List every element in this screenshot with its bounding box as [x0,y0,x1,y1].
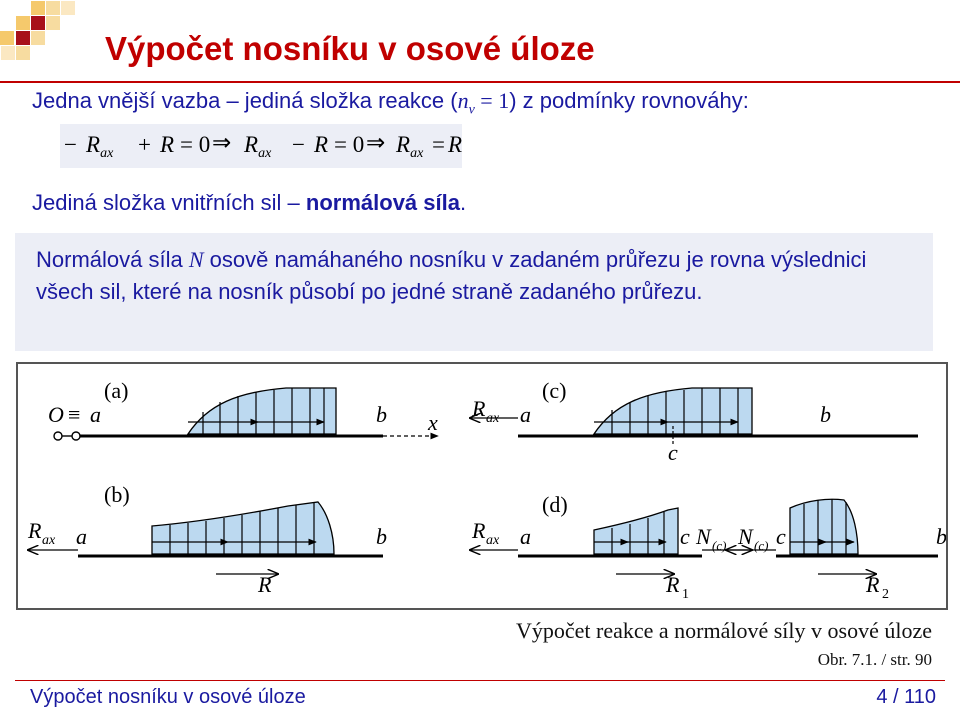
intro-text-end: ) z podmínky rovnováhy: [509,88,749,113]
panel-c [470,378,918,465]
svg-text:≡: ≡ [68,402,81,427]
panel-a [48,378,438,440]
eq-minus-2: − [292,132,305,157]
panel-c-label: (c) [542,378,567,403]
eq-r-2: R [314,132,329,157]
svg-text:R: R [28,518,42,543]
svg-text:(c): (c) [754,538,769,553]
svg-text:b: b [936,524,946,549]
svg-text:O: O [48,402,64,427]
internal-force-end: . [459,190,467,215]
eq-equals-zero-1: = 0 [180,132,211,157]
svg-text:R: R [472,518,486,543]
footer-rule [15,680,945,681]
panel-b-label: (b) [104,482,130,507]
title-rule [0,81,960,83]
svg-text:R: R [666,572,680,597]
eq-implies-1: ⇒ [212,130,232,155]
footer-title: Výpočet nosníku v osové úloze [30,686,306,708]
internal-force-bold: normálová síla [305,190,460,215]
eq-implies-2: ⇒ [366,130,386,155]
page-number: 4 / 110 [876,686,936,708]
svg-text:b: b [376,402,387,427]
panel-a-load [188,388,336,434]
internal-force-text: Jediná složka vnitřních sil – [32,190,306,215]
svg-text:a: a [520,524,531,549]
svg-text:2: 2 [882,587,889,602]
intro-text: Jedna vnější vazba – jediná složka reakce ( [32,88,458,113]
svg-text:R: R [472,396,486,421]
intro-math-sub: v [468,102,475,118]
panel-d-load-left [594,508,678,554]
panel-d-label: (d) [542,492,568,517]
figure-caption: Výpočet reakce a normálové síly v osové úloze [515,618,932,643]
intro-line [32,88,749,118]
svg-text:R: R [866,572,880,597]
beam-figure [18,364,946,608]
eq-rax-1: $R_{ax}$ [86,132,114,161]
figure-reference: Obr. 7.1. / str. 90 [817,650,932,669]
eq-equals-zero-2: = 0 [334,132,365,157]
figure-frame [16,362,948,610]
svg-text:c: c [680,524,690,549]
svg-text:c: c [776,524,786,549]
svg-text:b: b [376,524,387,549]
svg-text:a: a [76,524,87,549]
eq-r-3: R [448,132,463,157]
eq-plus: + [138,132,151,157]
svg-text:ax: ax [486,411,500,426]
panel-d-load-right [790,499,858,554]
svg-text:N: N [738,524,753,549]
svg-text:N: N [696,524,711,549]
panel-b-load [152,502,334,554]
svg-text:ax: ax [42,533,56,548]
svg-text:c: c [668,440,678,465]
svg-text:(c): (c) [712,538,727,553]
eq-rax-3: $R_{ax}$ [396,132,424,161]
intro-math-value: = 1 [474,88,510,113]
page-title: Výpočet nosníku v osové úloze [105,30,595,67]
svg-text:b: b [820,402,831,427]
svg-text:R: R [258,572,272,597]
svg-text:x: x [428,410,438,435]
eq-rax-2: $R_{ax}$ [244,132,272,161]
svg-text:a: a [520,402,531,427]
normal-force-symbol: N [188,247,204,272]
eq-minus: − [64,132,77,157]
svg-text:1: 1 [682,587,689,602]
svg-text:ax: ax [486,533,500,548]
intro-math-n: n [457,88,469,113]
internal-force-line [32,190,466,216]
svg-text:a: a [90,402,101,427]
equilibrium-equation [60,124,462,168]
definition-text: Normálová síla N osově namáhaného nosníku v zadaném průřezu je rovna výslednici všech sil, které na nosník působí po jedné straně zadaného průřezu. [36,247,867,304]
panel-a-label: (a) [104,378,129,403]
eq-r-1: R [160,132,175,157]
panel-d [470,492,946,602]
panel-b [27,482,387,597]
eq-equals: = [432,132,445,157]
